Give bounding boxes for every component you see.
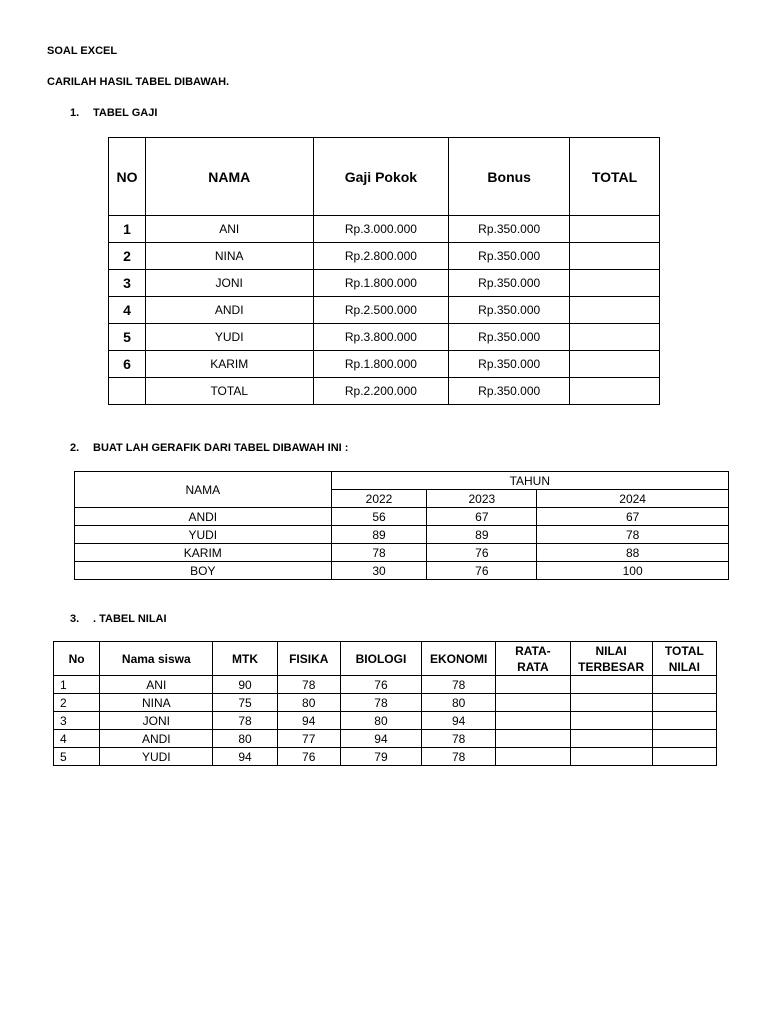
cell-no: 3 xyxy=(54,712,100,730)
column-header-ekonomi: EKONOMI xyxy=(422,642,496,676)
cell-no: 5 xyxy=(109,324,146,351)
section-3-heading: . TABEL NILAI xyxy=(93,613,167,625)
cell-value: 89 xyxy=(427,526,537,544)
table-row xyxy=(109,243,660,270)
cell-nama: ANI xyxy=(100,676,213,694)
column-header-mtk: MTK xyxy=(213,642,277,676)
cell-gaji: Rp.1.800.000 xyxy=(313,351,449,378)
cell-bonus: Rp.350.000 xyxy=(449,351,570,378)
table-row xyxy=(54,676,717,694)
cell-fisika: 78 xyxy=(277,676,340,694)
cell-no: 1 xyxy=(109,216,146,243)
cell-value: 78 xyxy=(331,544,427,562)
cell-mtk: 75 xyxy=(213,694,277,712)
cell-bonus: Rp.350.000 xyxy=(449,216,570,243)
cell-ekonomi: 80 xyxy=(422,694,496,712)
cell-ekonomi: 94 xyxy=(422,712,496,730)
column-header-fisika: FISIKA xyxy=(277,642,340,676)
cell-rata-rata xyxy=(496,712,570,730)
cell-ekonomi: 78 xyxy=(422,748,496,766)
cell-rata-rata xyxy=(496,730,570,748)
cell-gaji: Rp.2.200.000 xyxy=(313,378,449,405)
doc-title: SOAL EXCEL xyxy=(47,45,118,57)
table-row xyxy=(109,297,660,324)
cell-total xyxy=(570,378,660,405)
cell-total-nilai xyxy=(652,712,716,730)
cell-total xyxy=(570,324,660,351)
cell-nama: ANDI xyxy=(100,730,213,748)
cell-nama: YUDI xyxy=(75,526,332,544)
cell-rata-rata xyxy=(496,676,570,694)
column-header-nama: NAMA xyxy=(145,138,313,216)
column-header-no: NO xyxy=(109,138,146,216)
cell-value: 56 xyxy=(331,508,427,526)
cell-nama: KARIM xyxy=(75,544,332,562)
cell-no: 2 xyxy=(109,243,146,270)
cell-nama: NINA xyxy=(145,243,313,270)
cell-total xyxy=(570,216,660,243)
section-3-number: 3. xyxy=(70,613,80,625)
cell-nilai-terbesar xyxy=(570,676,652,694)
cell-total xyxy=(570,270,660,297)
cell-nilai-terbesar xyxy=(570,730,652,748)
table-row xyxy=(75,508,729,526)
cell-fisika: 76 xyxy=(277,748,340,766)
cell-nama: TOTAL xyxy=(145,378,313,405)
column-header-year: 2024 xyxy=(537,490,729,508)
column-header-total: TOTAL xyxy=(570,138,660,216)
column-header-biologi: BIOLOGI xyxy=(340,642,421,676)
cell-bonus: Rp.350.000 xyxy=(449,297,570,324)
doc-instruction: CARILAH HASIL TABEL DIBAWAH. xyxy=(47,76,230,88)
cell-no: 6 xyxy=(109,351,146,378)
cell-value: 89 xyxy=(331,526,427,544)
cell-total-nilai xyxy=(652,748,716,766)
cell-bonus: Rp.350.000 xyxy=(449,324,570,351)
cell-mtk: 78 xyxy=(213,712,277,730)
table-row xyxy=(109,351,660,378)
section-2-number: 2. xyxy=(70,442,80,454)
grades-table-header xyxy=(54,642,717,676)
cell-value: 76 xyxy=(427,562,537,580)
salary-table-header xyxy=(109,138,660,216)
cell-total xyxy=(570,297,660,324)
cell-no: 2 xyxy=(54,694,100,712)
table-row xyxy=(75,544,729,562)
cell-value: 88 xyxy=(537,544,729,562)
cell-biologi: 79 xyxy=(340,748,421,766)
cell-ekonomi: 78 xyxy=(422,730,496,748)
cell-value: 67 xyxy=(537,508,729,526)
header-line: NILAI xyxy=(668,659,701,674)
table-row xyxy=(75,526,729,544)
cell-nama: ANDI xyxy=(75,508,332,526)
table-row xyxy=(109,324,660,351)
cell-mtk: 90 xyxy=(213,676,277,694)
cell-gaji: Rp.2.800.000 xyxy=(313,243,449,270)
column-header-rata-rata xyxy=(496,642,570,676)
cell-no xyxy=(109,378,146,405)
cell-gaji: Rp.3.000.000 xyxy=(313,216,449,243)
section-1-heading: TABEL GAJI xyxy=(93,107,158,119)
header-line: TERBESAR xyxy=(578,659,645,674)
table-header-row xyxy=(75,472,729,490)
cell-total-nilai xyxy=(652,694,716,712)
cell-bonus: Rp.350.000 xyxy=(449,270,570,297)
cell-fisika: 94 xyxy=(277,712,340,730)
cell-nilai-terbesar xyxy=(570,694,652,712)
cell-nama: YUDI xyxy=(100,748,213,766)
cell-rata-rata xyxy=(496,748,570,766)
cell-no: 4 xyxy=(109,297,146,324)
cell-value: 100 xyxy=(537,562,729,580)
cell-value: 67 xyxy=(427,508,537,526)
cell-no: 4 xyxy=(54,730,100,748)
header-line: RATA xyxy=(517,659,549,674)
table-row xyxy=(54,694,717,712)
grades-table xyxy=(53,641,717,766)
cell-bonus: Rp.350.000 xyxy=(449,243,570,270)
section-2-heading: BUAT LAH GERAFIK DARI TABEL DIBAWAH INI : xyxy=(93,442,349,454)
cell-total-nilai xyxy=(652,730,716,748)
cell-nama: JONI xyxy=(100,712,213,730)
cell-gaji: Rp.2.500.000 xyxy=(313,297,449,324)
table-row-total xyxy=(109,378,660,405)
table-row xyxy=(54,712,717,730)
column-header-bonus: Bonus xyxy=(449,138,570,216)
cell-fisika: 77 xyxy=(277,730,340,748)
cell-biologi: 80 xyxy=(340,712,421,730)
cell-gaji: Rp.1.800.000 xyxy=(313,270,449,297)
salary-table xyxy=(108,137,660,405)
column-header-gaji-pokok: Gaji Pokok xyxy=(313,138,449,216)
cell-total-nilai xyxy=(652,676,716,694)
column-header-year: 2022 xyxy=(331,490,427,508)
cell-value: 30 xyxy=(331,562,427,580)
header-line: NILAI xyxy=(595,643,627,658)
header-line: TOTAL xyxy=(664,643,704,658)
column-header-total-nilai xyxy=(652,642,716,676)
cell-fisika: 80 xyxy=(277,694,340,712)
column-header-tahun: TAHUN xyxy=(331,472,728,490)
cell-nilai-terbesar xyxy=(570,748,652,766)
chart-source-table xyxy=(74,471,729,580)
column-header-no: No xyxy=(54,642,100,676)
column-header-nama: NAMA xyxy=(75,472,332,508)
column-header-nama-siswa: Nama siswa xyxy=(100,642,213,676)
column-header-nilai-terbesar xyxy=(570,642,652,676)
table-row xyxy=(109,216,660,243)
cell-value: 78 xyxy=(537,526,729,544)
cell-biologi: 76 xyxy=(340,676,421,694)
table-row xyxy=(54,748,717,766)
cell-mtk: 80 xyxy=(213,730,277,748)
cell-total xyxy=(570,243,660,270)
cell-nama: KARIM xyxy=(145,351,313,378)
cell-total xyxy=(570,351,660,378)
cell-nama: BOY xyxy=(75,562,332,580)
table-row xyxy=(54,730,717,748)
table-row xyxy=(75,562,729,580)
column-header-year: 2023 xyxy=(427,490,537,508)
cell-biologi: 78 xyxy=(340,694,421,712)
cell-nama: ANI xyxy=(145,216,313,243)
cell-bonus: Rp.350.000 xyxy=(449,378,570,405)
cell-ekonomi: 78 xyxy=(422,676,496,694)
cell-mtk: 94 xyxy=(213,748,277,766)
cell-nama: ANDI xyxy=(145,297,313,324)
cell-no: 5 xyxy=(54,748,100,766)
cell-nilai-terbesar xyxy=(570,712,652,730)
cell-no: 3 xyxy=(109,270,146,297)
table-row xyxy=(109,270,660,297)
cell-nama: YUDI xyxy=(145,324,313,351)
cell-gaji: Rp.3.800.000 xyxy=(313,324,449,351)
cell-nama: NINA xyxy=(100,694,213,712)
header-line: RATA- xyxy=(515,643,551,658)
section-1-number: 1. xyxy=(70,107,80,119)
cell-no: 1 xyxy=(54,676,100,694)
cell-nama: JONI xyxy=(145,270,313,297)
cell-value: 76 xyxy=(427,544,537,562)
cell-biologi: 94 xyxy=(340,730,421,748)
cell-rata-rata xyxy=(496,694,570,712)
